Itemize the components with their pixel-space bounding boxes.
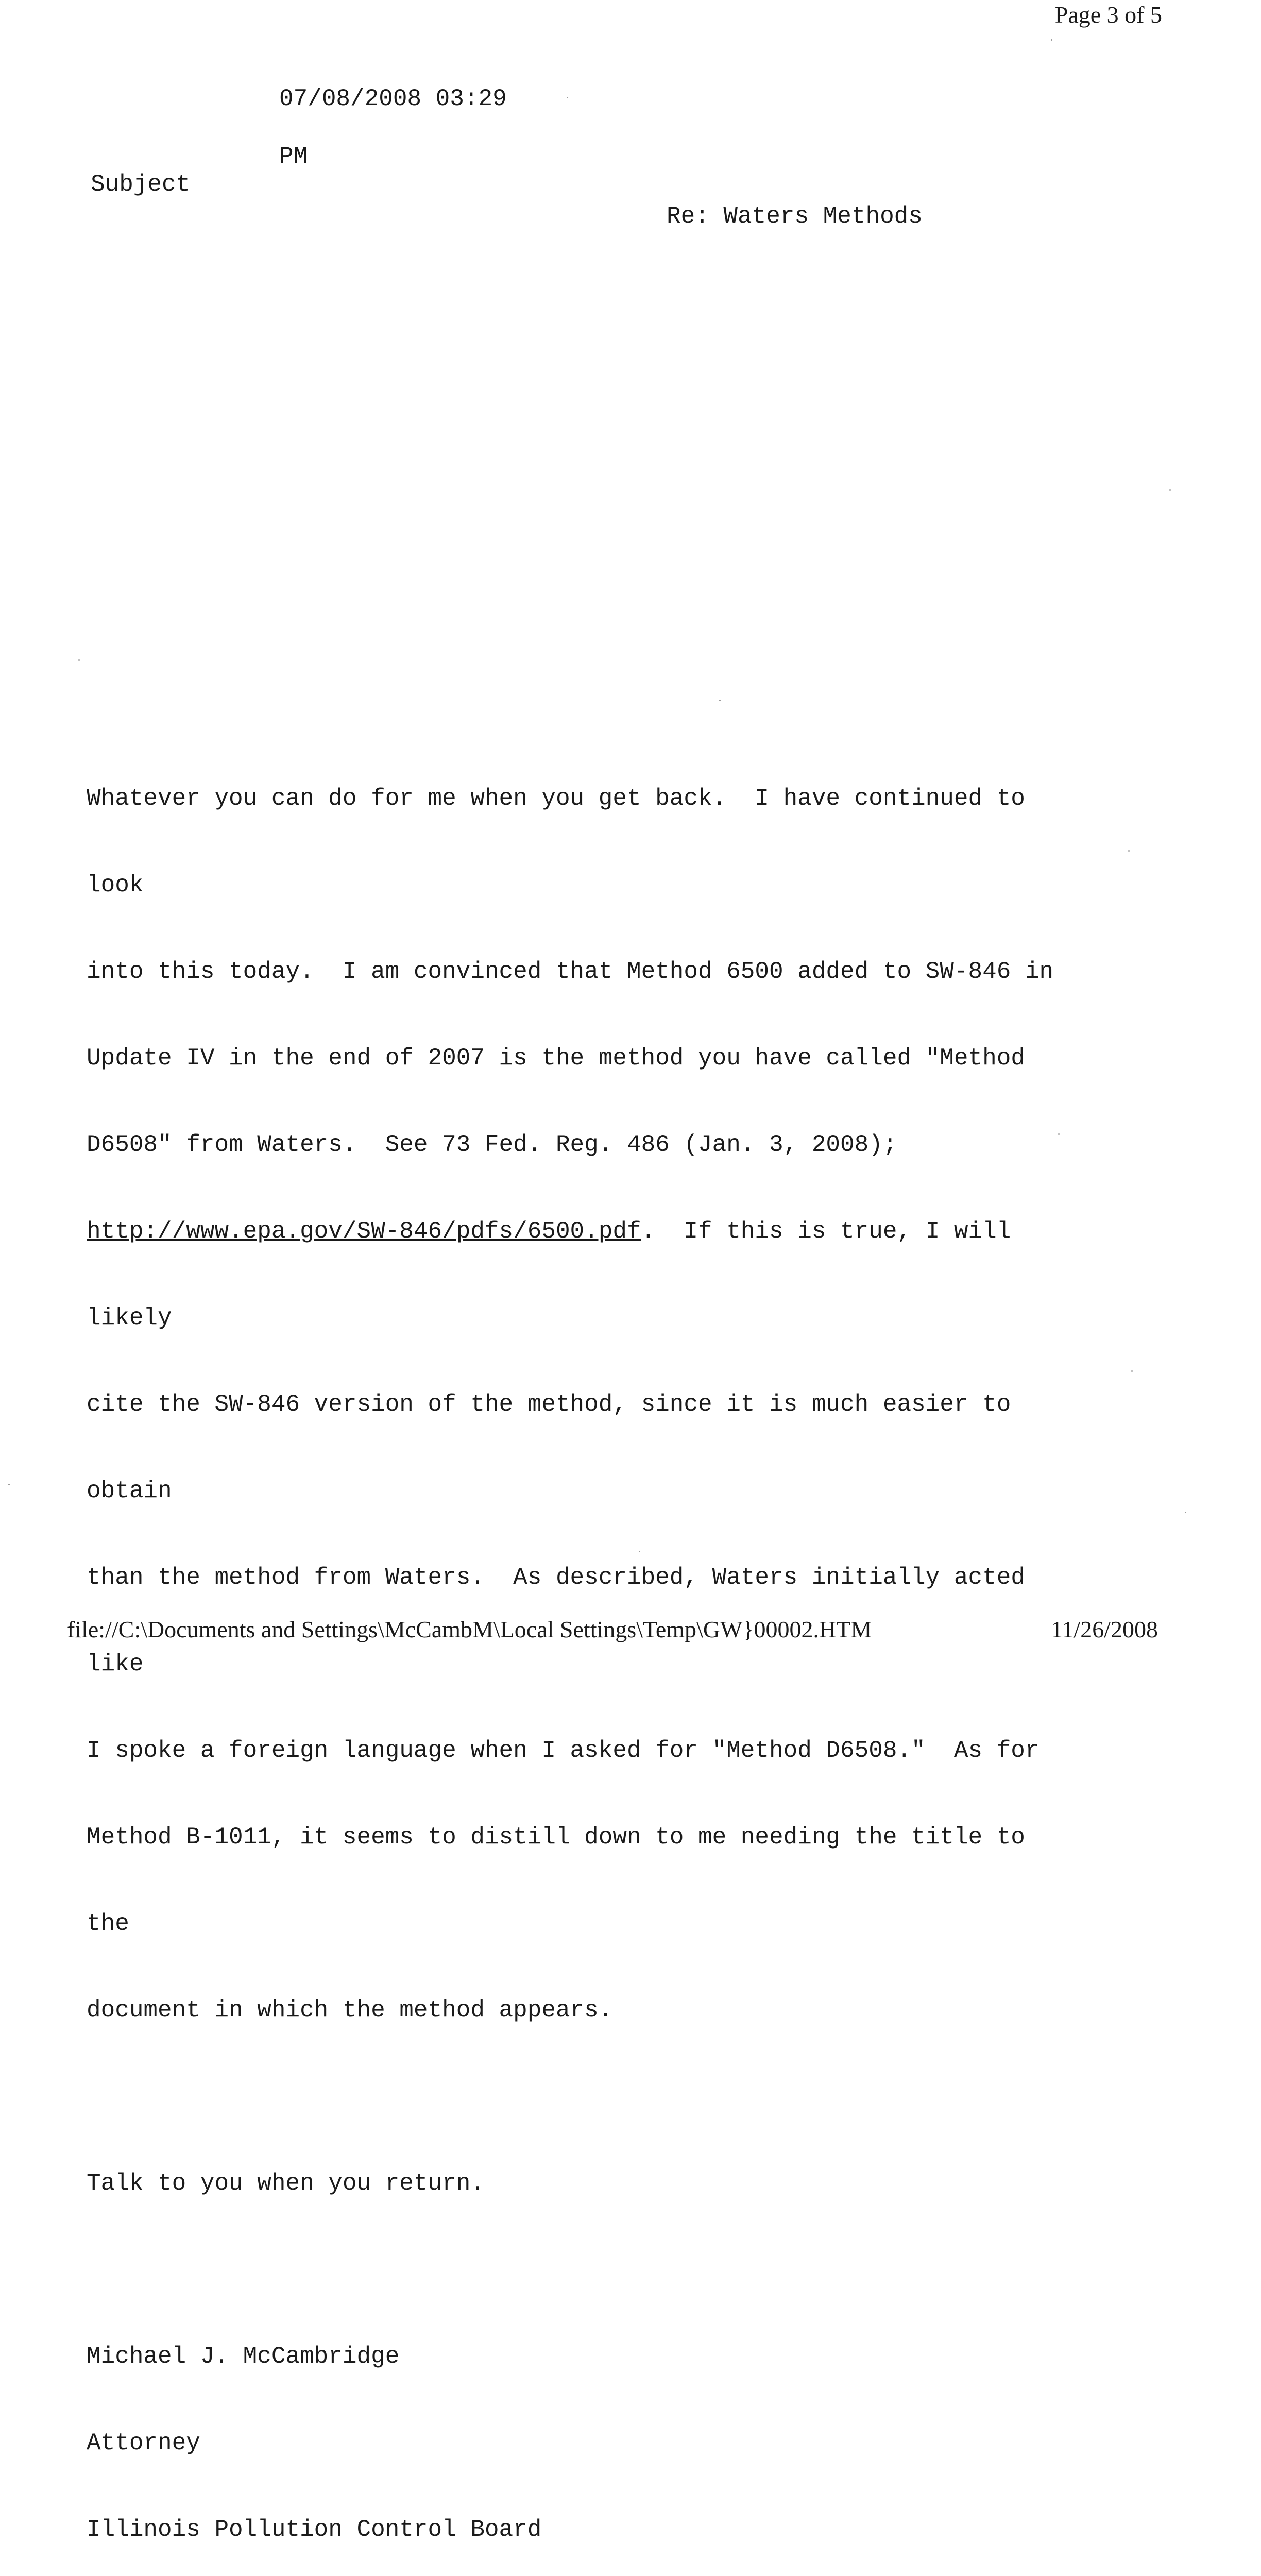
signature-title: Attorney [87,2430,200,2456]
sent-ampm: PM [279,143,308,170]
body-line: the [87,1910,129,1937]
body-line: Update IV in the end of 2007 is the method you have called "Method [87,1045,1025,1072]
subject-value: Re: Waters Methods [667,203,923,230]
body-line: likely [87,1304,172,1331]
sent-date: 07/08/2008 03:29 [279,86,507,112]
scan-speck [8,1484,10,1485]
scan-speck [639,1551,640,1552]
signature-name: Michael J. McCambridge [87,2343,400,2370]
footer-file-path: file://C:\Documents and Settings\McCambM\Local Settings\Temp\GW}00002.HTM [67,1616,872,1642]
body-line: D6508" from Waters. See 73 Fed. Reg. 486 (Jan. 3, 2008); [87,1131,897,1158]
scan-speck [1058,1133,1060,1135]
body-line: Method B-1011, it seems to distill down to me needing the title to [87,1824,1025,1851]
body-line: obtain [87,1478,172,1504]
epa-method-link[interactable]: http://www.epa.gov/SW-846/pdfs/6500.pdf [87,1218,641,1245]
body-line: like [87,1651,144,1677]
scan-speck [78,659,80,661]
body-line: document in which the method appears. [87,1997,613,2024]
body-line: into this today. I am convinced that Method 6500 added to SW-846 in [87,958,1054,985]
scan-speck [1128,850,1130,852]
body-line: look [87,872,144,899]
body-line-with-link [87,1217,1199,1246]
body-line: Whatever you can do for me when you get back. I have continued to [87,785,1025,812]
scan-speck [1169,489,1171,491]
body-line: cite the SW-846 version of the method, since it is much easier to [87,1391,1011,1418]
scan-speck [1051,39,1052,41]
blank-line [87,2082,1199,2111]
scan-speck [567,97,568,98]
page-number: Page 3 of 5 [1054,2,1162,28]
subject-label: Subject [91,171,191,198]
body-line-link-suffix: . If this is true, I will [641,1218,1011,1245]
scan-speck [1131,1370,1133,1372]
body-line: I spoke a foreign language when I asked for "Method D6508." As for [87,1737,1040,1764]
body-line: Talk to you when you return. [87,2170,485,2197]
scan-speck [719,700,721,701]
scan-speck [1185,1512,1186,1513]
email-body [87,726,1199,2576]
body-line: than the method from Waters. As described, Waters initially acted [87,1564,1025,1591]
blank-line [87,2256,1199,2284]
signature-organization: Illinois Pollution Control Board [87,2516,542,2543]
footer-print-date: 11/26/2008 [1051,1616,1158,1642]
